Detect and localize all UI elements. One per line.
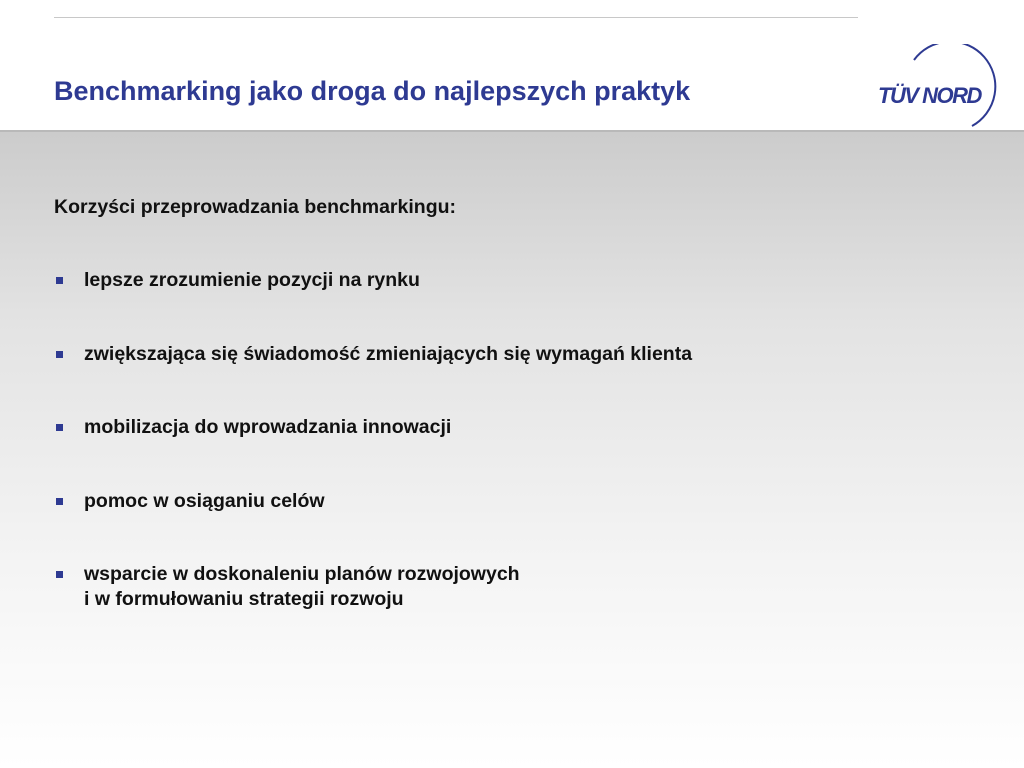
list-item-text: zwiększająca się świadomość zmieniających się wymagań klienta	[84, 342, 693, 365]
square-bullet-icon	[56, 571, 63, 578]
square-bullet-icon	[56, 351, 63, 358]
svg-text:TÜV NORD: TÜV NORD	[878, 83, 981, 108]
square-bullet-icon	[56, 424, 63, 431]
list-item-text: pomoc w osiąganiu celów	[84, 489, 325, 512]
list-item	[54, 562, 692, 612]
list-item-text: lepsze zrozumienie pozycji na rynku	[84, 269, 420, 291]
top-rule	[54, 17, 858, 18]
intro-text: Korzyści przeprowadzania benchmarkingu:	[54, 196, 457, 218]
slide-content	[0, 132, 1024, 768]
square-bullet-icon	[56, 277, 63, 284]
list-item	[54, 489, 692, 514]
list-item-text-continued: i w formułowaniu strategii rozwoju	[84, 588, 404, 610]
list-item-text: mobilizacja do wprowadzania innowacji	[84, 416, 452, 438]
square-bullet-icon	[56, 498, 63, 505]
slide-title: Benchmarking jako droga do najlepszych praktyk	[54, 76, 691, 106]
list-item	[54, 415, 692, 440]
list-item-text: wsparcie w doskonaleniu planów rozwojowych	[84, 563, 520, 585]
list-item	[54, 268, 692, 293]
tuv-nord-logo	[876, 44, 1006, 128]
list-item	[54, 342, 692, 367]
slide-header	[0, 0, 1024, 130]
benefits-list	[54, 268, 692, 661]
